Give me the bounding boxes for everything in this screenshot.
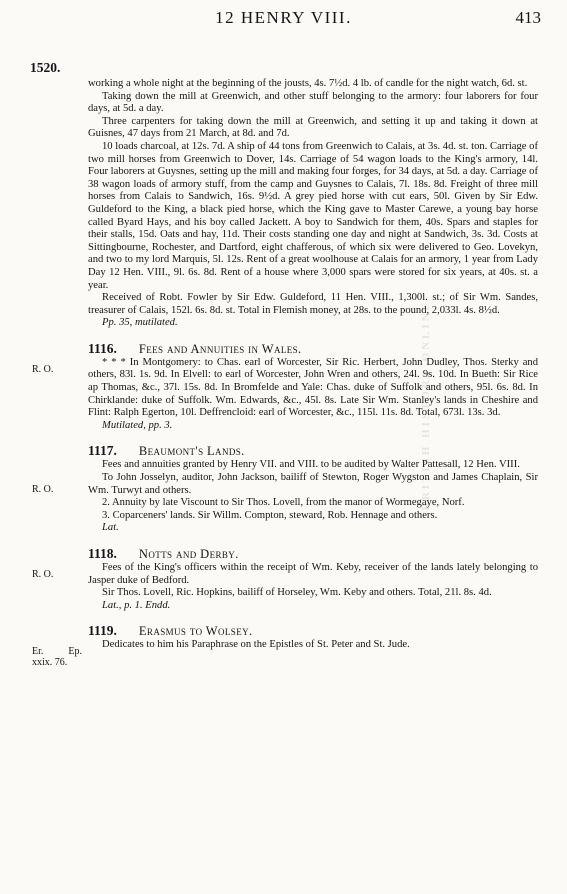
page-number: 413: [515, 8, 541, 27]
entry-title: Erasmus to Wolsey.: [138, 624, 253, 639]
main-column: [32, 78, 538, 669]
running-title: 12 HENRY VIII.: [215, 8, 352, 27]
source-note: Lat.: [102, 522, 119, 534]
entry-number: 1118.: [88, 546, 117, 561]
entry-1117: [32, 443, 538, 535]
paragraph: Three carpenters for taking down the mill at Greenwich, and setting it up and taking it down at Guisnes, 47 days from 21 March, at 8d. and 7d.: [88, 115, 538, 140]
entry-number: 1116.: [88, 340, 117, 356]
margin-reference: R. O.: [32, 363, 54, 375]
source-note: Lat., p. 1. Endd.: [102, 599, 171, 611]
entry-1119: [32, 623, 538, 669]
margin-reference: R. O.: [32, 484, 54, 496]
watermark: BRITISH HISTORY ONLINE: [420, 300, 432, 511]
entry-1116: [32, 340, 538, 433]
paragraph: Sir Thos. Lovell, Ric. Hopkins, bailiff of Horseley, Wm. Keby and others. Total, 21l. 8s. 4d.: [102, 587, 492, 599]
paragraph: 3. Coparceners' lands. Sir Willm. Compton, steward, Rob. Hennage and others.: [102, 509, 438, 521]
paragraph: To John Josselyn, auditor, John Jackson, bailiff of Stewton, Roger Wygston and James Chaplain, Sir Wm. Turwyt and others.: [88, 472, 538, 496]
entry-title: Beaumont's Lands.: [138, 444, 245, 459]
paragraph: working a whole night at the beginning of the jousts, 4s. 7½d. 4 lb. of candle for the night watch, 6d. st.: [88, 78, 528, 89]
entry-number: 1119.: [88, 623, 117, 639]
entry-title: Notts and Derby.: [138, 547, 239, 561]
entry-heading: [88, 547, 538, 561]
paragraph: Fees and annuities granted by Henry VII. and VIII. to be audited by Walter Pattesall, 12 Hen. VIII.: [102, 459, 520, 471]
entry-1118: [32, 546, 538, 612]
entry-number: 1117.: [88, 443, 117, 459]
entry-title: Fees and Annuities in Wales.: [138, 341, 302, 356]
source-note: Pp. 35, mutilated.: [102, 317, 178, 329]
paragraph: Taking down the mill at Greenwich, and other stuff belonging to the armory: four laborers for four days, at 5d. a day.: [88, 90, 538, 115]
paragraph: Received of Robt. Fowler by Sir Edw. Guldeford, 11 Hen. VIII., 1,300l. st.; of Sir Wm. Sandes, treasurer of Calais, 152l. 6s. 8d. st. Total in Flemish money, at 28s. to the pound, 2,033l. 4s. 8½d.: [88, 292, 538, 316]
source-note: Mutilated, pp. 3.: [102, 419, 173, 431]
page-header: [0, 8, 567, 34]
continuation-block: [88, 78, 538, 330]
margin-reference: Er. Ep. xxix. 76.: [32, 646, 82, 669]
paragraph: * * * In Montgomery: to Chas. earl of Worcester, Sir Ric. Herbert, John Dudley, Thos. Sterky and others, 83l. 1s. 9d. In Elvell: to earl of Worcester, John Wren and others, 24l. 9s. 10d. In Bueth: Sir Rice ap Thomas, &c., 37l. 15s. 8d. In Bromfelde and Yale: Chas. duke of Suffolk and others, 95l. 6s. 8d. In Chirklande: duke of Suffolk. Wm. Edwards, &c., 45l. 8s. Late Sir Wm. Stanley's lands in Cheshire and Flint: Ralph Egerton, 10l. Deffrencloid: earl of Worcester, &c., 115l. 11s. 8d. Total, 673l. 13s. 3d.: [88, 356, 538, 419]
paragraph: Dedicates to him his Paraphrase on the Epistles of St. Peter and St. Jude.: [102, 639, 410, 651]
paragraph: 10 loads charcoal, at 12s. 7d. A ship of 44 tons from Greenwich to Calais, at 3s. 4d. st. ton. Carriage of two mill horses from Greenwich to Dover, 14s. Carriage of 54 wagon loads to the King's armory, 14l. Four laborers at Guysnes, setting up the mill and making four forges, for 34 days, at 5d. a day. Carriage of 38 wagon loads of armory stuff, from the camp and Guysnes to Calais, 7l. 18s. 8d. Freight of three mill horses from Calais to Sandwich, 16s. 9½d. A grey pied horse with cut ears, 50l. Given by Sir Edw. Guldeford to the King, a black pied horse, which the King gave to Master Carewe, a young bay horse called Byard Hays, and his boy called Jackett. A boy to Sandwich for them, 40s. Spars and staples for their stalls, 15d. Oats and hay, 11d. Their costs standing one day and night at Sandwich, 3s. 3d. Costs at Sittingbourne, Rochester, and Dartford, eight chafferous, of which six were delivered to Geo. Lovekyn, and two to my lord Marquis, 5l. 12s. Rent of a great woolhouse at Calais for an armory, 1 year from Lady Day 12 Hen. VIII., 9l. 6s. 8d. Rent of a house where 3,000 spars were stored for six years, at 40s. st. a year.: [88, 140, 538, 291]
entry-heading: [88, 342, 538, 356]
paragraph: 2. Annuity by late Viscount to Sir Thos. Lovell, from the manor of Wormegaye, Norf.: [102, 497, 465, 509]
margin-reference: R. O.: [32, 569, 54, 580]
entry-heading: [88, 444, 538, 458]
entry-heading: [88, 624, 538, 638]
year-label: 1520.: [30, 60, 61, 75]
paragraph: Fees of the King's officers within the receipt of Wm. Keby, receiver of the lands lately belonging to Jasper duke of Bedford.: [88, 562, 538, 586]
